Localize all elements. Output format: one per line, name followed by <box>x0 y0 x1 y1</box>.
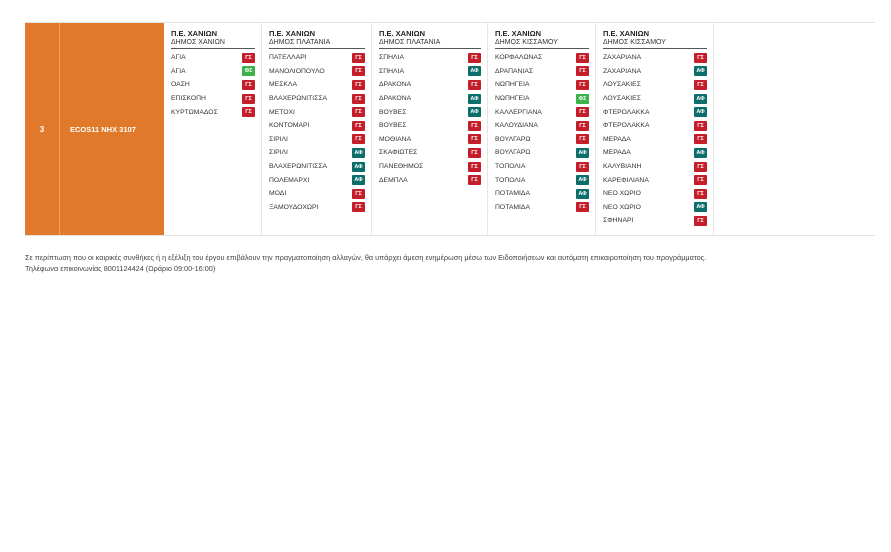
list-item <box>603 105 707 119</box>
village-name: ΒΟΥΒΕΣ <box>379 122 407 130</box>
list-item <box>495 105 589 119</box>
list-item <box>603 187 707 201</box>
list-item <box>171 51 255 65</box>
list-item <box>269 173 365 187</box>
village-name: ΛΟΥΣΑΚΙΕΣ <box>603 95 641 103</box>
village-name: ΜΑΝΟΛΙΟΠΟΥΛΟ <box>269 67 325 75</box>
column-municipality: ΔΗΜΟΣ ΠΛΑΤΑΝΙΑ <box>379 38 481 49</box>
type-badge: ΑΦ <box>576 189 589 199</box>
column-region: Π.Ε. ΧΑΝΙΩΝ <box>171 29 218 38</box>
village-name: ΔΡΑΚΟΝΑ <box>379 81 412 89</box>
list-item <box>495 92 589 106</box>
village-name: ΜΕΡΑΔΑ <box>603 149 631 157</box>
village-name: ΚΑΡΕΦΙΛΙΑΝΑ <box>603 176 649 184</box>
village-name: ΒΛΑΧΕΡΩΝΙΤΙΣΣΑ <box>269 163 328 171</box>
type-badge: ΓΣ <box>352 80 365 90</box>
village-name: ΜΕΤΟΧΙ <box>269 108 295 116</box>
type-badge: ΓΣ <box>468 162 481 172</box>
village-name: ΑΓΙΑ <box>171 67 186 75</box>
list-item <box>171 78 255 92</box>
village-name: ΣΠΗΛΙΑ <box>379 67 404 75</box>
village-name: ΔΕΜΠΛΑ <box>379 176 408 184</box>
type-badge: ΓΣ <box>576 134 589 144</box>
column-region: Π.Ε. ΧΑΝΙΩΝ <box>495 29 542 38</box>
type-badge: ΓΣ <box>694 121 707 131</box>
list-item <box>603 65 707 79</box>
village-name: ΚΟΝΤΟΜΑΡΙ <box>269 122 310 130</box>
type-badge: ΓΣ <box>352 134 365 144</box>
list-item <box>603 133 707 147</box>
type-badge: ΓΣ <box>694 175 707 185</box>
type-badge: ΑΦ <box>352 148 365 158</box>
type-badge: ΓΣ <box>242 107 255 117</box>
list-item <box>379 51 481 65</box>
type-badge: ΓΣ <box>576 66 589 76</box>
list-item <box>495 146 589 160</box>
type-badge: ΓΣ <box>468 134 481 144</box>
village-name: ΒΟΥΛΓΑΡΩ <box>495 135 531 143</box>
village-name: ΝΩΠΗΓΕΙΑ <box>495 95 530 103</box>
list-item <box>379 160 481 174</box>
column-region: Π.Ε. ΧΑΝΙΩΝ <box>379 29 426 38</box>
list-item <box>603 119 707 133</box>
village-name: ΔΡΑΚΟΝΑ <box>379 95 412 103</box>
list-item <box>379 65 481 79</box>
list-item <box>603 78 707 92</box>
village-name: ΠΟΤΑΜΙΔΑ <box>495 203 530 211</box>
type-badge: ΑΦ <box>694 66 707 76</box>
list-item <box>269 119 365 133</box>
list-item <box>379 92 481 106</box>
footer-notice <box>25 252 875 274</box>
village-name: ΖΑΧΑΡΙΑΝΑ <box>603 54 642 62</box>
type-badge: ΓΣ <box>576 80 589 90</box>
type-badge: ΓΣ <box>468 175 481 185</box>
type-badge: ΑΦ <box>352 162 365 172</box>
village-name: ΞΑΜΟΥΔΟΧΩΡΙ <box>269 203 319 211</box>
municipality-columns <box>164 23 714 235</box>
village-name: ΜΟΔΙ <box>269 190 287 198</box>
type-badge: ΦΣ <box>242 66 255 76</box>
village-name: ΣΙΡΙΛΙ <box>269 149 288 157</box>
type-badge: ΑΦ <box>694 202 707 212</box>
type-badge: ΑΦ <box>576 148 589 158</box>
list-item <box>171 65 255 79</box>
type-badge: ΓΣ <box>468 53 481 63</box>
list-item <box>379 133 481 147</box>
village-name: ΠΑΝΕΘΗΜΟΣ <box>379 163 424 171</box>
list-item <box>495 160 589 174</box>
type-badge: ΓΣ <box>352 189 365 199</box>
village-name: ΜΕΣΚΛΑ <box>269 81 298 89</box>
type-badge: ΑΦ <box>694 94 707 104</box>
list-item <box>603 201 707 215</box>
type-badge: ΦΣ <box>576 94 589 104</box>
list-item <box>603 160 707 174</box>
list-item <box>269 201 365 215</box>
type-badge: ΓΣ <box>242 80 255 90</box>
list-item <box>495 65 589 79</box>
village-name: ΦΤΕΡΟΛΑΚΚΑ <box>603 122 650 130</box>
empty-cell <box>714 23 875 235</box>
village-name: ΜΕΡΑΔΑ <box>603 135 631 143</box>
village-name: ΚΑΛΛΕΡΓΙΑΝΑ <box>495 108 542 116</box>
type-badge: ΓΣ <box>352 66 365 76</box>
village-name: ΦΤΕΡΟΛΑΚΚΑ <box>603 108 650 116</box>
type-badge: ΓΣ <box>694 189 707 199</box>
village-name: ΤΟΠΟΛΙΑ <box>495 176 526 184</box>
list-item <box>603 173 707 187</box>
list-item <box>171 92 255 106</box>
type-badge: ΓΣ <box>352 94 365 104</box>
row-number: 3 <box>25 23 60 235</box>
column-municipality: ΔΗΜΟΣ ΚΙΣΣΑΜΟΥ <box>603 38 707 49</box>
list-item <box>603 51 707 65</box>
type-badge: ΑΦ <box>352 175 365 185</box>
list-item <box>269 51 365 65</box>
list-item <box>269 65 365 79</box>
list-item <box>269 133 365 147</box>
list-item <box>603 214 707 228</box>
type-badge: ΓΣ <box>242 53 255 63</box>
list-item <box>379 146 481 160</box>
list-item <box>495 78 589 92</box>
village-name: ΒΛΑΧΕΡΩΝΙΤΙΣΣΑ <box>269 95 328 103</box>
list-item <box>269 78 365 92</box>
type-badge: ΑΦ <box>468 66 481 76</box>
list-item <box>495 173 589 187</box>
list-item <box>379 78 481 92</box>
type-badge: ΓΣ <box>352 202 365 212</box>
village-name: ΛΟΥΣΑΚΙΕΣ <box>603 81 641 89</box>
list-item <box>269 160 365 174</box>
village-name: ΒΟΥΛΓΑΡΩ <box>495 149 531 157</box>
village-name: ΣΚΑΦΙΩΤΕΣ <box>379 149 418 157</box>
type-badge: ΓΣ <box>352 121 365 131</box>
village-name: ΚΥΡΤΩΜΑΔΟΣ <box>171 108 218 116</box>
list-item <box>495 119 589 133</box>
list-item <box>171 105 255 119</box>
list-item <box>495 201 589 215</box>
list-item <box>379 105 481 119</box>
list-item <box>269 187 365 201</box>
village-name: ΣΠΗΛΙΑ <box>379 54 404 62</box>
type-badge: ΓΣ <box>576 53 589 63</box>
type-badge: ΑΦ <box>468 107 481 117</box>
list-item <box>379 119 481 133</box>
list-item <box>603 146 707 160</box>
column-municipality: ΔΗΜΟΣ ΚΙΣΣΑΜΟΥ <box>495 38 589 49</box>
village-name: ΝΩΠΗΓΕΙΑ <box>495 81 530 89</box>
village-name: ΠΟΤΑΜΙΔΑ <box>495 190 530 198</box>
village-name: ΠΑΤΕΛΛΑΡΙ <box>269 54 307 62</box>
municipality-column <box>262 23 372 235</box>
type-badge: ΓΣ <box>352 107 365 117</box>
type-badge: ΓΣ <box>694 134 707 144</box>
village-name: ΖΑΧΑΡΙΑΝΑ <box>603 67 642 75</box>
municipality-column <box>596 23 714 235</box>
list-item <box>269 92 365 106</box>
row-code: ECOS11 ΝΗΧ 3107 <box>60 23 164 235</box>
type-badge: ΑΦ <box>576 175 589 185</box>
list-item <box>269 146 365 160</box>
type-badge: ΓΣ <box>468 80 481 90</box>
village-name: ΣΙΡΙΛΙ <box>269 135 288 143</box>
village-name: ΑΓΙΑ <box>171 54 186 62</box>
list-item <box>495 187 589 201</box>
type-badge: ΑΦ <box>694 107 707 117</box>
village-name: ΜΟΘΙΑΝΑ <box>379 135 412 143</box>
village-name: ΔΡΑΠΑΝΙΑΣ <box>495 67 534 75</box>
list-item <box>495 51 589 65</box>
list-item <box>603 92 707 106</box>
type-badge: ΓΣ <box>352 53 365 63</box>
list-item <box>269 105 365 119</box>
village-name: ΕΠΙΣΚΟΠΗ <box>171 95 206 103</box>
type-badge: ΓΣ <box>694 216 707 226</box>
municipality-column <box>372 23 488 235</box>
column-region: Π.Ε. ΧΑΝΙΩΝ <box>603 29 650 38</box>
type-badge: ΓΣ <box>242 94 255 104</box>
type-badge: ΑΦ <box>468 94 481 104</box>
schedule-row <box>25 22 875 236</box>
type-badge: ΓΣ <box>694 53 707 63</box>
type-badge: ΓΣ <box>468 148 481 158</box>
municipality-column <box>164 23 262 235</box>
village-name: ΝΕΟ ΧΩΡΙΟ <box>603 190 641 198</box>
type-badge: ΓΣ <box>576 107 589 117</box>
village-name: ΤΟΠΟΛΙΑ <box>495 163 526 171</box>
list-item <box>379 173 481 187</box>
type-badge: ΓΣ <box>694 162 707 172</box>
village-name: ΟΑΣΗ <box>171 81 190 89</box>
type-badge: ΓΣ <box>694 80 707 90</box>
village-name: ΚΑΛΟΥΔΙΑΝΑ <box>495 122 538 130</box>
footer-line-1: Σε περίπτωση που οι καιρικές συνθήκες ή η εξέλιξη του έργου επιβάλουν την πραγματοποίηση αλλαγών, θα υπάρχει άμεση ενημέρωση μέσω των Ειδοποιήσεων και αυτόματη επικαιροποίηση του προγράμματος. <box>25 253 707 262</box>
column-municipality: ΔΗΜΟΣ ΠΛΑΤΑΝΙΑ <box>269 38 365 49</box>
type-badge: ΓΣ <box>468 121 481 131</box>
column-region: Π.Ε. ΧΑΝΙΩΝ <box>269 29 316 38</box>
footer-line-2: Τηλέφωνα επικοινωνίας 8001124424 (Ωράριο 09:00-16:00) <box>25 264 216 273</box>
village-name: ΚΟΡΦΑΛΩΝΑΣ <box>495 54 543 62</box>
village-name: ΚΑΛΥΒΙΑΝΗ <box>603 163 642 171</box>
type-badge: ΓΣ <box>576 202 589 212</box>
village-name: ΠΟΛΕΜΑΡΧΙ <box>269 176 310 184</box>
village-name: ΒΟΥΒΕΣ <box>379 108 407 116</box>
village-name: ΣΦΗΝΑΡΙ <box>603 217 634 225</box>
village-name: ΝΕΟ ΧΩΡΙΟ <box>603 203 641 211</box>
type-badge: ΑΦ <box>694 148 707 158</box>
type-badge: ΓΣ <box>576 162 589 172</box>
type-badge: ΓΣ <box>576 121 589 131</box>
municipality-column <box>488 23 596 235</box>
list-item <box>495 133 589 147</box>
column-municipality: ΔΗΜΟΣ ΧΑΝΙΩΝ <box>171 38 255 49</box>
